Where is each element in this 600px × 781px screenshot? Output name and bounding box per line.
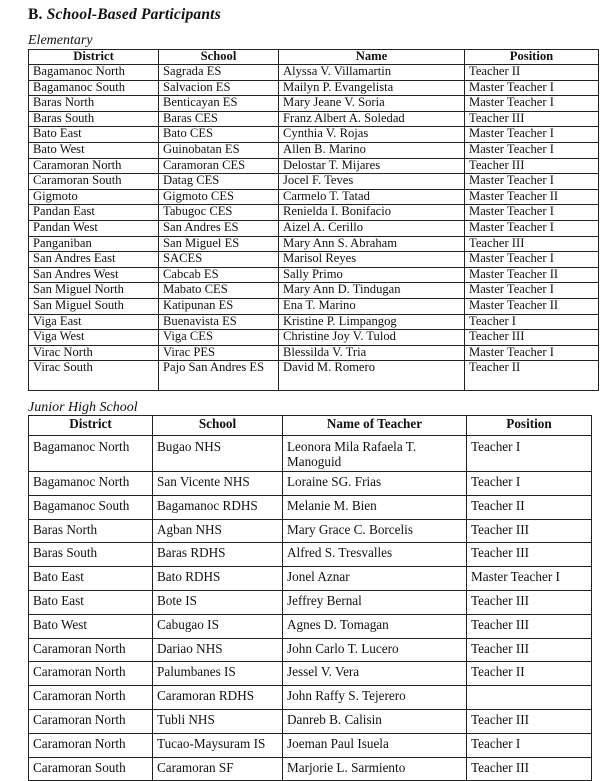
cell-school: Bato RDHS: [153, 567, 283, 591]
cell-school: Benticayan ES: [159, 96, 279, 112]
table-row: [29, 65, 599, 81]
cell-name: Marjorie L. Sarmiento: [283, 757, 467, 781]
cell-school: San Miguel ES: [159, 236, 279, 252]
cell-district: Viga West: [29, 330, 159, 346]
table-row: [29, 662, 592, 686]
table-row: [29, 733, 592, 757]
cell-name: Melanie M. Bien: [283, 495, 467, 519]
cell-school: Katipunan ES: [159, 298, 279, 314]
cell-school: San Vicente NHS: [153, 472, 283, 496]
cell-district: Bagamanoc North: [29, 436, 153, 472]
cell-school: Tubli NHS: [153, 709, 283, 733]
cell-name: Leonora Mila Rafaela T. Manoguid: [283, 436, 467, 472]
cell-school: Tabugoc CES: [159, 205, 279, 221]
cell-position: Teacher I: [467, 436, 592, 472]
column-header: Position: [467, 416, 592, 436]
cell-position: Master Teacher I: [465, 174, 599, 190]
cell-school: Buenavista ES: [159, 314, 279, 330]
cell-district: Caramoran North: [29, 638, 153, 662]
table-row: [29, 174, 599, 190]
column-header: Name of Teacher: [283, 416, 467, 436]
table-row: [29, 267, 599, 283]
cell-position: Teacher III: [465, 330, 599, 346]
cell-position: Teacher I: [467, 733, 592, 757]
cell-school: Cabugao IS: [153, 614, 283, 638]
cell-school: Dariao NHS: [153, 638, 283, 662]
cell-name: Alyssa V. Villamartin: [279, 65, 465, 81]
cell-school: Virac PES: [159, 345, 279, 361]
cell-position: Teacher III: [465, 111, 599, 127]
cell-school: Bato CES: [159, 127, 279, 143]
cell-district: Caramoran North: [29, 686, 153, 710]
table-row: [29, 345, 599, 361]
cell-school: Caramoran RDHS: [153, 686, 283, 710]
table-row: [29, 236, 599, 252]
cell-name: John Raffy S. Tejerero: [283, 686, 467, 710]
cell-name: Delostar T. Mijares: [279, 158, 465, 174]
cell-school: Baras CES: [159, 111, 279, 127]
elementary-table-body: [29, 65, 599, 391]
cell-name: Blessilda V. Tria: [279, 345, 465, 361]
cell-name: Danreb B. Calisin: [283, 709, 467, 733]
cell-name: Marisol Reyes: [279, 252, 465, 268]
cell-name: Joeman Paul Isuela: [283, 733, 467, 757]
table-row: [29, 96, 599, 112]
cell-district: Bato East: [29, 590, 153, 614]
table-row: [29, 283, 599, 299]
table-row: [29, 709, 592, 733]
cell-district: Pandan West: [29, 220, 159, 236]
cell-name: Allen B. Marino: [279, 142, 465, 158]
cell-position: Master Teacher I: [465, 142, 599, 158]
cell-name: Jonel Aznar: [283, 567, 467, 591]
cell-name: Kristine P. Limpangog: [279, 314, 465, 330]
cell-name: David M. Romero: [279, 361, 465, 391]
cell-district: Bato West: [29, 614, 153, 638]
cell-district: Caramoran South: [29, 174, 159, 190]
cell-name: Mary Grace C. Borcelis: [283, 519, 467, 543]
cell-district: Bato West: [29, 142, 159, 158]
column-header: Position: [465, 50, 599, 65]
cell-name: Jessel V. Vera: [283, 662, 467, 686]
table-row: [29, 361, 599, 391]
section-number: B.: [28, 6, 43, 23]
cell-school: Datag CES: [159, 174, 279, 190]
table-row: [29, 142, 599, 158]
cell-district: Bagamanoc North: [29, 65, 159, 81]
table-row: [29, 158, 599, 174]
cell-district: Caramoran North: [29, 158, 159, 174]
cell-position: Teacher I: [467, 472, 592, 496]
cell-district: Virac South: [29, 361, 159, 391]
cell-district: San Miguel North: [29, 283, 159, 299]
table-row: [29, 252, 599, 268]
column-header: District: [29, 50, 159, 65]
cell-district: Caramoran North: [29, 662, 153, 686]
junior-high-table: [28, 415, 592, 781]
cell-school: Viga CES: [159, 330, 279, 346]
column-header: District: [29, 416, 153, 436]
cell-position: Teacher II: [465, 361, 599, 391]
cell-position: Teacher III: [467, 638, 592, 662]
cell-district: Bagamanoc South: [29, 80, 159, 96]
cell-position: Teacher III: [465, 236, 599, 252]
cell-name: Loraine SG. Frias: [283, 472, 467, 496]
cell-school: Bagamanoc RDHS: [153, 495, 283, 519]
cell-district: Bagamanoc South: [29, 495, 153, 519]
cell-position: Master Teacher I: [467, 567, 592, 591]
cell-district: Virac North: [29, 345, 159, 361]
cell-name: Mary Ann D. Tindugan: [279, 283, 465, 299]
cell-position: Master Teacher II: [465, 267, 599, 283]
cell-name: Alfred S. Tresvalles: [283, 543, 467, 567]
table-row: [29, 590, 592, 614]
table-row: [29, 111, 599, 127]
cell-school: Bugao NHS: [153, 436, 283, 472]
cell-district: Panganiban: [29, 236, 159, 252]
cell-school: San Andres ES: [159, 220, 279, 236]
cell-position: Teacher III: [467, 543, 592, 567]
cell-position: Master Teacher I: [465, 252, 599, 268]
table-row: [29, 614, 592, 638]
cell-name: Jeffrey Bernal: [283, 590, 467, 614]
junior-high-label: Junior High School: [28, 400, 138, 415]
cell-district: Pandan East: [29, 205, 159, 221]
cell-school: Agban NHS: [153, 519, 283, 543]
cell-name: Aizel A. Cerillo: [279, 220, 465, 236]
cell-position: Teacher III: [465, 158, 599, 174]
table-row: [29, 314, 599, 330]
cell-position: Master Teacher I: [465, 345, 599, 361]
table-row: [29, 189, 599, 205]
table-row: [29, 495, 592, 519]
cell-name: Mary Jeane V. Soria: [279, 96, 465, 112]
table-row: [29, 472, 592, 496]
cell-school: Baras RDHS: [153, 543, 283, 567]
cell-name: Renielda I. Bonifacio: [279, 205, 465, 221]
cell-name: Mailyn P. Evangelista: [279, 80, 465, 96]
cell-school: Guinobatan ES: [159, 142, 279, 158]
cell-district: Baras North: [29, 96, 159, 112]
cell-name: Franz Albert A. Soledad: [279, 111, 465, 127]
table-row: [29, 519, 592, 543]
elementary-table: [28, 49, 599, 391]
cell-district: Bagamanoc North: [29, 472, 153, 496]
cell-name: John Carlo T. Lucero: [283, 638, 467, 662]
section-heading: [28, 6, 221, 24]
cell-position: Teacher III: [467, 519, 592, 543]
cell-name: Cynthia V. Rojas: [279, 127, 465, 143]
cell-district: Caramoran South: [29, 757, 153, 781]
cell-position: Teacher III: [467, 757, 592, 781]
cell-name: Jocel F. Teves: [279, 174, 465, 190]
cell-position: Master Teacher I: [465, 205, 599, 221]
table-row: [29, 298, 599, 314]
cell-name: Christine Joy V. Tulod: [279, 330, 465, 346]
cell-school: Caramoran CES: [159, 158, 279, 174]
cell-school: Caramoran SF: [153, 757, 283, 781]
cell-school: Mabato CES: [159, 283, 279, 299]
table-header-row: [29, 50, 599, 65]
cell-district: Baras North: [29, 519, 153, 543]
cell-school: Palumbanes IS: [153, 662, 283, 686]
cell-name: Carmelo T. Tatad: [279, 189, 465, 205]
cell-school: Sagrada ES: [159, 65, 279, 81]
cell-position: Teacher III: [467, 709, 592, 733]
cell-district: Bato East: [29, 567, 153, 591]
section-title: School-Based Participants: [46, 6, 221, 23]
cell-name: Ena T. Marino: [279, 298, 465, 314]
cell-district: Viga East: [29, 314, 159, 330]
table-row: [29, 757, 592, 781]
cell-position: Teacher II: [467, 495, 592, 519]
column-header: School: [159, 50, 279, 65]
table-row: [29, 567, 592, 591]
cell-name: Sally Primo: [279, 267, 465, 283]
cell-position: Teacher III: [467, 614, 592, 638]
cell-position: Teacher I: [465, 314, 599, 330]
cell-school: Bote IS: [153, 590, 283, 614]
cell-position: Teacher II: [467, 662, 592, 686]
cell-district: Gigmoto: [29, 189, 159, 205]
table-row: [29, 330, 599, 346]
junior-high-table-body: [29, 436, 592, 781]
cell-school: Gigmoto CES: [159, 189, 279, 205]
cell-name: Agnes D. Tomagan: [283, 614, 467, 638]
table-row: [29, 220, 599, 236]
table-row: [29, 543, 592, 567]
column-header: Name: [279, 50, 465, 65]
cell-position: Teacher III: [467, 590, 592, 614]
cell-district: Bato East: [29, 127, 159, 143]
cell-school: Pajo San Andres ES: [159, 361, 279, 391]
cell-position: Master Teacher I: [465, 127, 599, 143]
cell-school: SACES: [159, 252, 279, 268]
table-row: [29, 686, 592, 710]
cell-school: Cabcab ES: [159, 267, 279, 283]
cell-position: Teacher II: [465, 65, 599, 81]
cell-school: Tucao-Maysuram IS: [153, 733, 283, 757]
column-header: School: [153, 416, 283, 436]
table-row: [29, 127, 599, 143]
cell-position: [467, 686, 592, 710]
table-row: [29, 80, 599, 96]
cell-name: Mary Ann S. Abraham: [279, 236, 465, 252]
cell-district: Caramoran North: [29, 733, 153, 757]
cell-school: Salvacion ES: [159, 80, 279, 96]
elementary-label: Elementary: [28, 33, 93, 48]
cell-position: Master Teacher II: [465, 189, 599, 205]
table-row: [29, 205, 599, 221]
table-row: [29, 436, 592, 472]
cell-position: Master Teacher II: [465, 298, 599, 314]
table-header-row: [29, 416, 592, 436]
table-row: [29, 638, 592, 662]
cell-district: San Miguel South: [29, 298, 159, 314]
cell-district: San Andres East: [29, 252, 159, 268]
cell-position: Master Teacher I: [465, 80, 599, 96]
cell-district: Baras South: [29, 543, 153, 567]
cell-district: Baras South: [29, 111, 159, 127]
cell-position: Master Teacher I: [465, 96, 599, 112]
cell-district: San Andres West: [29, 267, 159, 283]
cell-district: Caramoran North: [29, 709, 153, 733]
cell-position: Master Teacher I: [465, 283, 599, 299]
cell-position: Master Teacher I: [465, 220, 599, 236]
